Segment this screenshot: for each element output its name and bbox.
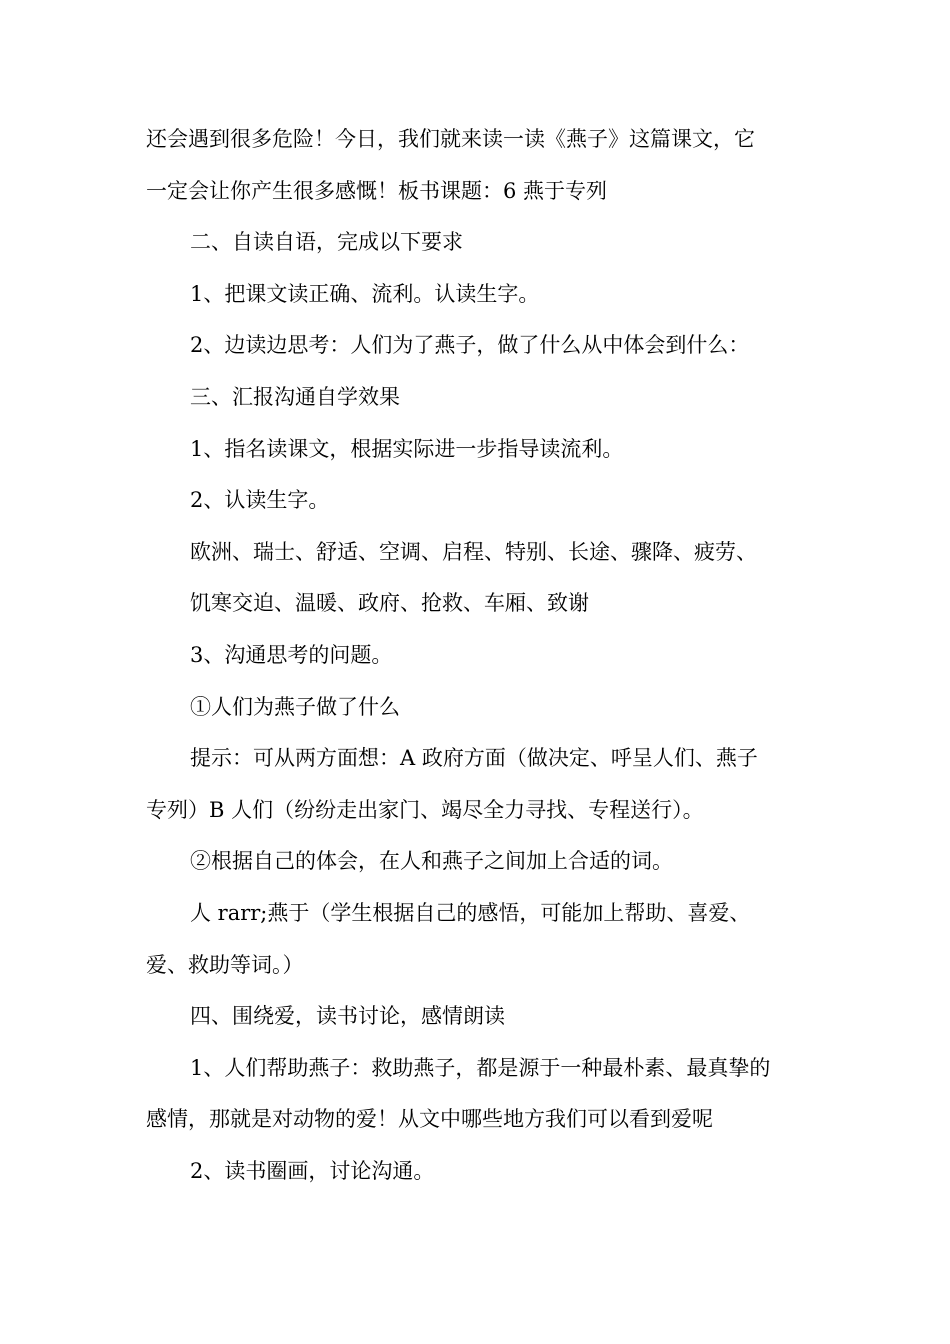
text-line: 还会遇到很多危险！今日，我们就来读一读《燕子》这篇课文，它 [146, 127, 755, 151]
text-line: 饥寒交迫、温暖、政府、抢救、车厢、致谢 [190, 591, 589, 616]
text-line: 三、汇报沟通自学效果 [190, 384, 400, 409]
text-line: ①人们为燕子做了什么 [190, 694, 400, 719]
list-item [146, 475, 816, 527]
text-line: 欧洲、瑞士、舒适、空调、启程、特别、长途、骤降、疲劳、 [190, 539, 757, 564]
paragraph-intro [146, 114, 816, 217]
answer-paragraph [146, 888, 816, 991]
section-heading-3 [146, 372, 816, 424]
text-line: 一定会让你产生很多感慨！板书课题：6 燕于专列 [146, 178, 608, 203]
list-item [146, 1146, 816, 1198]
list-item [146, 269, 816, 321]
text-line: 爱、救助等词。） [146, 952, 304, 977]
list-item [146, 630, 816, 682]
text-line: 1、人们帮助燕子：救助燕子，都是源于一种最朴素、最真挚的 [190, 1055, 771, 1080]
hint-paragraph [146, 733, 816, 836]
text-line: 四、围绕爱，读书讨论，感情朗读 [190, 1004, 505, 1029]
document-body [146, 114, 816, 1197]
section-heading-4 [146, 991, 816, 1043]
text-line: 人 rarr;燕于（学生根据自己的感悟，可能加上帮助、喜爱、 [190, 900, 751, 925]
text-line: 二、自读自语，完成以下要求 [190, 230, 463, 255]
question-item [146, 836, 816, 888]
list-item [146, 1043, 816, 1146]
text-line: 提示：可从两方面想：A 政府方面（做决定、呼呈人们、燕子 [190, 746, 758, 771]
question-item [146, 682, 816, 734]
text-line: 2、边读边思考：人们为了燕子，做了什么从中体会到什么： [190, 333, 750, 358]
list-item [146, 424, 816, 476]
text-line: 3、沟通思考的问题。 [190, 642, 393, 667]
text-line: 专列）B 人们（纷纷走出家门、竭尽全力寻找、专程送行）。 [146, 797, 704, 822]
text-line: 1、把课文读正确、流利。认读生字。 [190, 281, 540, 306]
text-line: 2、读书圈画，讨论沟通。 [190, 1158, 435, 1183]
text-line: 感情，那就是对动物的爱！从文中哪些地方我们可以看到爱呢 [146, 1107, 713, 1132]
section-heading-2 [146, 217, 816, 269]
text-line: 1、指名读课文，根据实际进一步指导读流利。 [190, 436, 624, 461]
text-line: ②根据自己的体会，在人和燕子之间加上合适的词。 [190, 849, 673, 874]
vocabulary-list [146, 527, 816, 630]
list-item [146, 320, 816, 372]
text-line: 2、认读生字。 [190, 488, 330, 513]
